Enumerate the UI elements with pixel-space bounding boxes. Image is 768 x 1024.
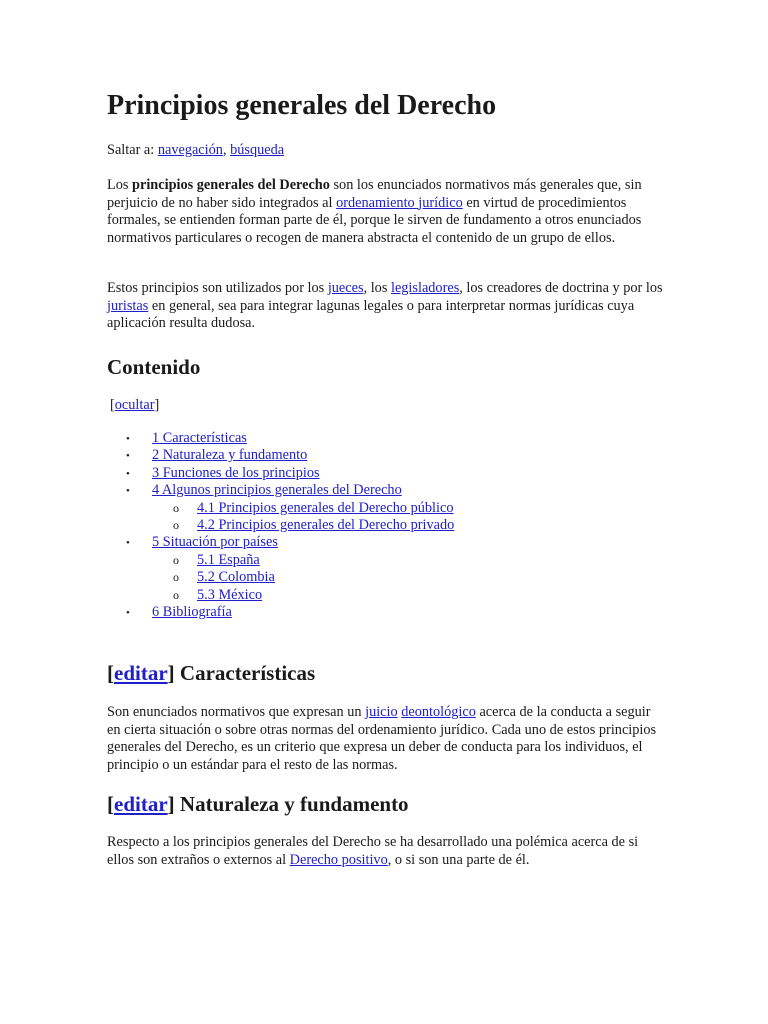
intro2-text-1: Estos principios son utilizados por los: [107, 280, 328, 296]
jump-separator: ,: [222, 142, 231, 158]
circle-bullet-icon: o: [173, 518, 179, 533]
edit-caracteristicas-link[interactable]: editar: [114, 661, 168, 685]
juicio-link[interactable]: juicio: [365, 704, 398, 720]
toc-link-mexico[interactable]: 5.3 México: [197, 586, 263, 603]
toc-item: [107, 604, 454, 621]
circle-bullet-icon: o: [173, 570, 179, 585]
toc-link-espana[interactable]: 5.1 España: [197, 551, 260, 568]
jueces-link[interactable]: jueces: [327, 280, 364, 296]
bullet-icon: •: [126, 537, 130, 550]
intro1-text-2: son los enunciados normativos más generales que, sin perjuicio de no haber sido integrados al: [107, 177, 642, 211]
intro2-text-2: , los: [363, 280, 391, 296]
toc-toggle-close: ]: [154, 397, 160, 413]
toc-link-naturaleza[interactable]: 2 Naturaleza y fundamento: [152, 447, 308, 464]
toc-subitem: [107, 587, 454, 604]
toc-subitem: [107, 500, 454, 517]
toc-hide-link[interactable]: ocultar: [114, 397, 155, 413]
jump-links: [107, 142, 663, 160]
intro1-text-3: en virtud de procedimientos formales, se entienden forman parte de él, porque le sirven de fundamento a otros enunciados normativos particulares o recogen de manera abstracta el contenido de un grupo de ellos.: [107, 194, 642, 246]
toc-item: [107, 447, 454, 464]
intro2-text-3: , los creadores de doctrina y por los: [459, 280, 663, 296]
bullet-icon: •: [126, 433, 130, 445]
edit-bracket-close: ]: [167, 661, 180, 685]
derecho-positivo-link[interactable]: Derecho positivo: [289, 851, 388, 868]
toc-link-bibliografia[interactable]: 6 Bibliografía: [152, 604, 232, 621]
bullet-icon: •: [126, 485, 130, 498]
legisladores-link[interactable]: legisladores: [390, 280, 460, 296]
bullet-icon: •: [126, 467, 130, 480]
caracteristicas-paragraph: [107, 704, 663, 774]
toc-list: [107, 430, 454, 621]
juristas-link[interactable]: juristas: [107, 297, 149, 314]
edit-bracket-open: [: [107, 661, 114, 685]
page-title: Principios generales del Derecho: [107, 90, 497, 121]
naturaleza-text-1: Respecto a los principios generales del Derecho se ha desarrollado una polémica acerca de si ellos son extraños o externos al: [107, 834, 639, 868]
caracteristicas-text-3: acerca de la conducta a seguir en cierta situación o sobre otras normas del ordenamiento jurídico. Cada uno de estos principios generales del Derecho, es un criterio que expresa un deber de conducta para los individuos, el principio o un estándar para el resto de las normas.: [107, 704, 657, 773]
bullet-icon: •: [126, 450, 130, 463]
intro1-text-1: Los: [107, 177, 133, 193]
circle-bullet-icon: o: [173, 552, 179, 567]
jump-prefix: Saltar a:: [107, 142, 158, 158]
edit-bracket-open: [: [107, 792, 114, 816]
toc-link-derecho-publico[interactable]: 4.1 Principios generales del Derecho público: [197, 499, 454, 516]
ordenamiento-juridico-link[interactable]: ordenamiento jurídico: [336, 194, 463, 211]
toc-subitem: [107, 569, 454, 586]
section-heading-naturaleza: [107, 791, 409, 817]
caracteristicas-text-1: Son enunciados normativos que expresan un: [107, 704, 366, 720]
circle-bullet-icon: o: [173, 500, 179, 515]
toc-toggle-open: [: [110, 397, 115, 413]
search-link[interactable]: búsqueda: [230, 142, 285, 158]
toc-subitem: [107, 552, 454, 569]
intro-paragraph-1: [107, 177, 663, 247]
toc-item: [107, 465, 454, 482]
toc-item: [107, 430, 454, 447]
toc-link-colombia[interactable]: 5.2 Colombia: [197, 569, 275, 586]
intro2-text-4: en general, sea para integrar lagunas legales o para interpretar normas jurídicas cuya aplicación resulta dudosa.: [107, 297, 635, 331]
toc-item: [107, 482, 454, 499]
section-title-caracteristicas: Características: [179, 661, 316, 685]
deontologico-link[interactable]: deontológico: [401, 704, 476, 720]
toc-link-situacion-paises[interactable]: 5 Situación por países: [152, 534, 278, 551]
bullet-icon: •: [126, 607, 130, 620]
navigation-link[interactable]: navegación: [157, 142, 223, 158]
section-heading-caracteristicas: [107, 660, 315, 686]
naturaleza-paragraph: [107, 834, 663, 869]
toc-link-algunos-principios[interactable]: 4 Algunos principios generales del Derecho: [152, 482, 402, 499]
toc-subitem: [107, 517, 454, 534]
toc-link-derecho-privado[interactable]: 4.2 Principios generales del Derecho privado: [197, 517, 455, 534]
circle-bullet-icon: o: [173, 587, 179, 602]
section-title-naturaleza: Naturaleza y fundamento: [179, 792, 409, 816]
intro1-bold-term: principios generales del Derecho: [132, 177, 330, 193]
toc-link-funciones[interactable]: 3 Funciones de los principios: [152, 464, 320, 481]
intro-paragraph-2: [107, 280, 663, 333]
toc-link-caracteristicas[interactable]: 1 Características: [152, 430, 247, 446]
toc-toggle: [110, 397, 666, 415]
edit-bracket-close: ]: [167, 792, 180, 816]
naturaleza-text-2: , o si son una parte de él.: [387, 851, 530, 868]
toc-heading: Contenido: [107, 355, 201, 379]
toc-item: [107, 534, 454, 551]
edit-naturaleza-link[interactable]: editar: [114, 792, 168, 816]
